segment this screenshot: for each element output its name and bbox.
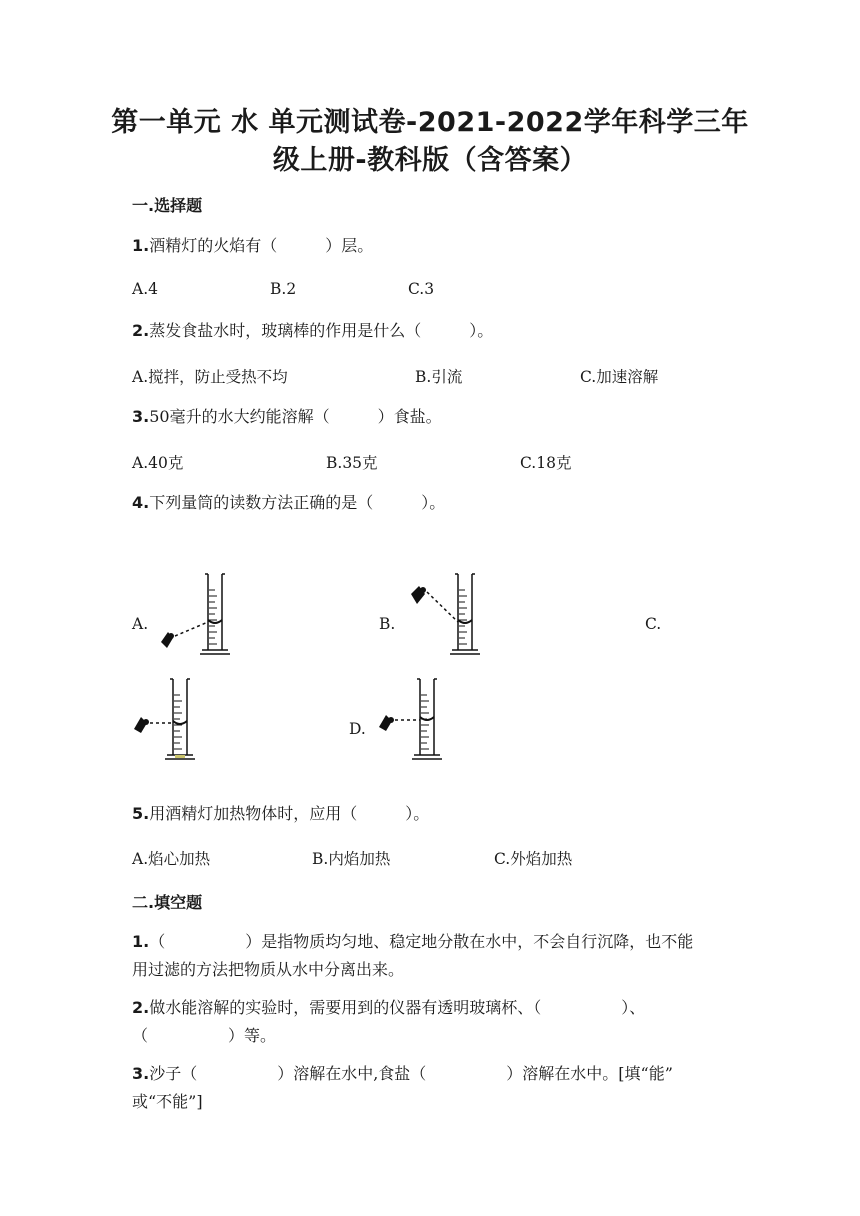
question-number: 2.	[132, 321, 150, 340]
question-text: 下列量筒的读数方法正确的是（ ）。	[149, 493, 446, 512]
question-number: 5.	[132, 804, 150, 823]
question-4	[132, 489, 445, 517]
question-5	[132, 800, 429, 828]
option-c-label: C.	[645, 615, 662, 633]
question-text-line2: 或“不能”]	[132, 1092, 203, 1111]
question-text: 50毫升的水大约能溶解（ ）食盐。	[149, 407, 442, 426]
question-text-line1: 做水能溶解的实验时，需要用到的仪器有透明玻璃杯、（ ）、	[149, 998, 646, 1017]
question-text-line2: （ ）等。	[132, 1026, 277, 1045]
page-title-line2: 级上册-教科版（含答案）	[272, 145, 588, 176]
question-text-line1: （ ）是指物质均匀地、稳定地分散在水中，不会自行沉降，也不能	[149, 932, 694, 951]
measuring-cylinder-c-illustration	[130, 675, 220, 765]
question-text: 用酒精灯加热物体时，应用（ ）。	[149, 804, 430, 823]
measuring-cylinder-d-illustration	[375, 675, 465, 765]
option-c: C.加速溶解	[580, 368, 659, 386]
option-c: C.3	[408, 280, 435, 298]
option-a: A.4	[132, 280, 158, 298]
question-2	[132, 317, 493, 345]
question-number: 1.	[132, 236, 150, 255]
question-number: 4.	[132, 493, 150, 512]
measuring-cylinder-a-illustration	[155, 570, 245, 660]
option-b: B.2	[270, 280, 297, 298]
option-a: A.搅拌，防止受热不均	[132, 368, 288, 386]
option-c: C.18克	[520, 454, 572, 472]
option-a: A.40克	[132, 454, 184, 472]
option-a-label: A.	[132, 615, 149, 633]
measuring-cylinder-b-illustration	[405, 570, 495, 660]
section-heading-choice: 一.选择题	[132, 196, 203, 215]
question-text-line2: 用过滤的方法把物质从水中分离出来。	[132, 960, 405, 979]
option-d-label: D.	[349, 720, 366, 738]
question-text-line1: 沙子（ ）溶解在水中,食盐（ ）溶解在水中。[填“能”	[149, 1064, 673, 1083]
section-heading-fill-blank: 二.填空题	[132, 893, 203, 912]
question-3	[132, 403, 442, 431]
option-a: A.焰心加热	[132, 850, 211, 868]
question-number: 3.	[132, 407, 150, 426]
question-number: 3.	[132, 1064, 150, 1083]
page-title-line1: 第一单元 水 单元测试卷-2021-2022学年科学三年	[111, 107, 749, 138]
fill-question-2	[132, 994, 752, 1050]
option-b-label: B.	[379, 615, 396, 633]
option-b: B.35克	[326, 454, 378, 472]
option-c: C.外焰加热	[494, 850, 573, 868]
option-b: B.引流	[415, 368, 463, 386]
fill-question-3	[132, 1060, 752, 1116]
question-1	[132, 232, 373, 260]
question-number: 2.	[132, 998, 150, 1017]
fill-question-1	[132, 928, 752, 984]
option-b: B.内焰加热	[312, 850, 391, 868]
question-number: 1.	[132, 932, 150, 951]
question-text: 蒸发食盐水时，玻璃棒的作用是什么（ ）。	[149, 321, 494, 340]
question-text: 酒精灯的火焰有（ ）层。	[149, 236, 374, 255]
